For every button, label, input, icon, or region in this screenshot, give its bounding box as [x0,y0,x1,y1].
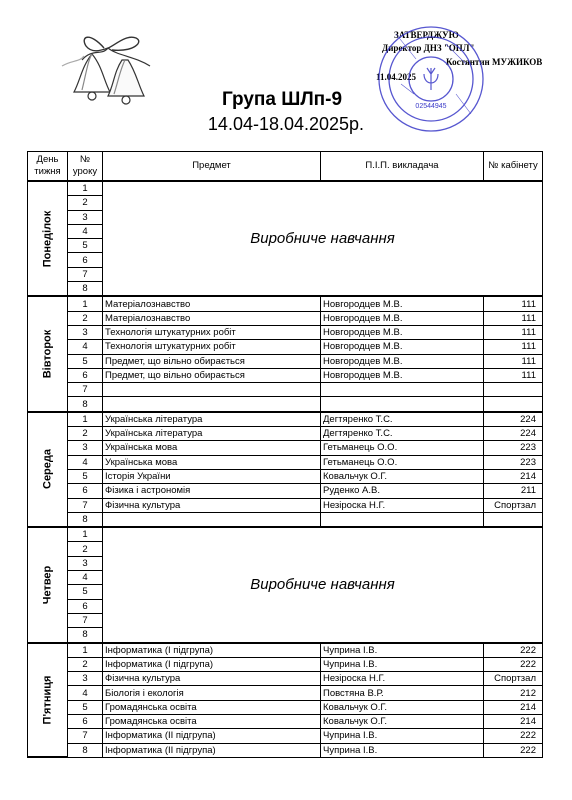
lesson-number: 5 [68,585,103,599]
lesson-number: 5 [68,239,103,253]
subject-cell [103,512,321,527]
room-cell: 214 [484,714,543,728]
room-cell: 111 [484,368,543,382]
table-row [28,484,543,498]
lesson-number: 2 [68,311,103,325]
lesson-number: 4 [68,455,103,469]
subject-cell: Громадянська освіта [103,700,321,714]
room-cell: 111 [484,311,543,325]
table-row [28,340,543,354]
teacher-cell: Ковальчук О.Г. [321,714,484,728]
subject-cell: Інформатика (І підгрупа) [103,643,321,658]
subject-cell [103,397,321,412]
room-cell: 212 [484,686,543,700]
room-cell: 223 [484,455,543,469]
table-row [28,325,543,339]
subject-cell: Біологія і екологія [103,686,321,700]
table-row [28,672,543,686]
lesson-number: 2 [68,657,103,671]
room-cell: 223 [484,441,543,455]
table-row [28,714,543,728]
approval-heading: ЗАТВЕРДЖУЮ [394,30,459,40]
room-cell: 214 [484,700,543,714]
room-cell: 222 [484,643,543,658]
subject-cell: Історія України [103,469,321,483]
table-row [28,469,543,483]
bells-illustration [52,26,164,110]
day-name-cell [28,643,68,758]
day-name: Понеділок [41,210,53,267]
table-row [28,512,543,527]
table-row [28,527,543,542]
room-cell: 111 [484,296,543,311]
lesson-number: 4 [68,340,103,354]
day-name: П'ятниця [41,675,53,725]
table-row [28,743,543,757]
subject-cell: Інформатика (ІІ підгрупа) [103,743,321,757]
approval-date: 11.04.2025 [376,72,417,82]
lesson-number: 8 [68,512,103,527]
lesson-number: 6 [68,714,103,728]
table-row [28,498,543,512]
day-name-cell [28,527,68,642]
subject-cell: Фізична культура [103,672,321,686]
lesson-number: 4 [68,224,103,238]
lesson-number: 2 [68,542,103,556]
lesson-number: 1 [68,643,103,658]
lesson-number: 1 [68,181,103,196]
teacher-cell: Чуприна І.В. [321,729,484,743]
table-row [28,657,543,671]
subject-cell: Предмет, що вільно обирається [103,354,321,368]
lesson-number: 4 [68,686,103,700]
header-teacher: П.І.П. викладача [321,152,484,182]
subject-cell: Матеріалознавство [103,311,321,325]
room-cell: 224 [484,427,543,441]
teacher-cell [321,383,484,397]
schedule-table [27,151,543,758]
table-row [28,397,543,412]
lesson-number: 8 [68,743,103,757]
lesson-number: 5 [68,354,103,368]
lesson-number: 7 [68,729,103,743]
room-cell: 111 [484,325,543,339]
teacher-cell: Чуприна І.В. [321,743,484,757]
table-row [28,686,543,700]
table-row [28,700,543,714]
teacher-cell: Руденко А.В. [321,484,484,498]
header-lesson: № уроку [68,152,103,182]
subject-cell: Технологія штукатурних робіт [103,325,321,339]
header-room: № кабінету [484,152,543,182]
room-cell: Спортзал [484,498,543,512]
table-header-row [28,152,543,182]
lesson-number: 3 [68,672,103,686]
table-row [28,412,543,427]
lesson-number: 3 [68,325,103,339]
room-cell [484,383,543,397]
subject-cell: Інформатика (ІІ підгрупа) [103,729,321,743]
room-cell: 222 [484,657,543,671]
lesson-number: 3 [68,210,103,224]
lesson-number: 6 [68,599,103,613]
teacher-cell: Чуприна І.В. [321,657,484,671]
room-cell [484,512,543,527]
subject-cell: Українська література [103,412,321,427]
table-row [28,311,543,325]
header-day: День тижня [28,152,68,182]
teacher-cell: Незіроска Н.Г. [321,498,484,512]
lesson-number: 5 [68,700,103,714]
teacher-cell: Повстяна В.Р. [321,686,484,700]
teacher-cell: Новгородцев М.В. [321,354,484,368]
room-cell [484,397,543,412]
lesson-number: 6 [68,484,103,498]
approval-signatory: Костянтин МУЖИКОВ [446,57,543,67]
header-subject: Предмет [103,152,321,182]
table-row [28,643,543,658]
subject-cell: Предмет, що вільно обирається [103,368,321,382]
subject-cell: Українська мова [103,441,321,455]
merged-activity: Виробниче навчання [103,181,543,296]
lesson-number: 8 [68,628,103,643]
approval-position: Директор ДНЗ "ОПЛ" [382,43,475,53]
teacher-cell: Дегтяренко Т.С. [321,427,484,441]
lesson-number: 3 [68,441,103,455]
teacher-cell: Гетьманець О.О. [321,441,484,455]
subject-cell: Матеріалознавство [103,296,321,311]
schedule-body [28,181,543,757]
lesson-number: 7 [68,383,103,397]
teacher-cell: Дегтяренко Т.С. [321,412,484,427]
day-name-cell [28,181,68,296]
table-row [28,427,543,441]
day-name: Середа [41,449,53,490]
teacher-cell: Ковальчук О.Г. [321,700,484,714]
teacher-cell: Гетьманець О.О. [321,455,484,469]
teacher-cell: Новгородцев М.В. [321,368,484,382]
teacher-cell: Новгородцев М.В. [321,325,484,339]
table-row [28,729,543,743]
lesson-number: 8 [68,397,103,412]
subject-cell: Фізика і астрономія [103,484,321,498]
lesson-number: 7 [68,498,103,512]
schedule-period: 14.04-18.04.2025р. [207,114,365,134]
teacher-cell: Чуприна І.В. [321,643,484,658]
lesson-number: 7 [68,613,103,627]
table-row [28,354,543,368]
lesson-number: 2 [68,427,103,441]
teacher-cell [321,512,484,527]
room-cell: Спортзал [484,672,543,686]
table-row [28,181,543,196]
table-row [28,383,543,397]
official-stamp [376,24,486,134]
lesson-number: 7 [68,267,103,281]
room-cell: 111 [484,340,543,354]
teacher-cell: Незіроска Н.Г. [321,672,484,686]
lesson-number: 2 [68,196,103,210]
lesson-number: 3 [68,556,103,570]
subject-cell: Українська література [103,427,321,441]
table-row [28,441,543,455]
subject-cell: Громадянська освіта [103,714,321,728]
merged-activity: Виробниче навчання [103,527,543,642]
lesson-number: 6 [68,253,103,267]
lesson-number: 1 [68,527,103,542]
room-cell: 211 [484,484,543,498]
group-title: Група ШЛп-9 [221,89,343,110]
teacher-cell: Новгородцев М.В. [321,311,484,325]
table-row [28,368,543,382]
subject-cell: Технологія штукатурних робіт [103,340,321,354]
teacher-cell: Новгородцев М.В. [321,340,484,354]
lesson-number: 8 [68,282,103,297]
subject-cell: Українська мова [103,455,321,469]
room-cell: 111 [484,354,543,368]
subject-cell [103,383,321,397]
day-name-cell [28,296,68,411]
lesson-number: 6 [68,368,103,382]
room-cell: 222 [484,729,543,743]
table-row [28,455,543,469]
subject-cell: Інформатика (І підгрупа) [103,657,321,671]
teacher-cell: Ковальчук О.Г. [321,469,484,483]
room-cell: 222 [484,743,543,757]
room-cell: 214 [484,469,543,483]
teacher-cell: Новгородцев М.В. [321,296,484,311]
lesson-number: 5 [68,469,103,483]
lesson-number: 4 [68,571,103,585]
day-name-cell [28,412,68,527]
lesson-number: 1 [68,412,103,427]
subject-cell: Фізична культура [103,498,321,512]
day-name: Вівторок [41,329,53,379]
lesson-number: 1 [68,296,103,311]
room-cell: 224 [484,412,543,427]
table-row [28,296,543,311]
day-name: Четвер [41,565,53,605]
teacher-cell [321,397,484,412]
stamp-code: 02544945 [415,103,447,110]
